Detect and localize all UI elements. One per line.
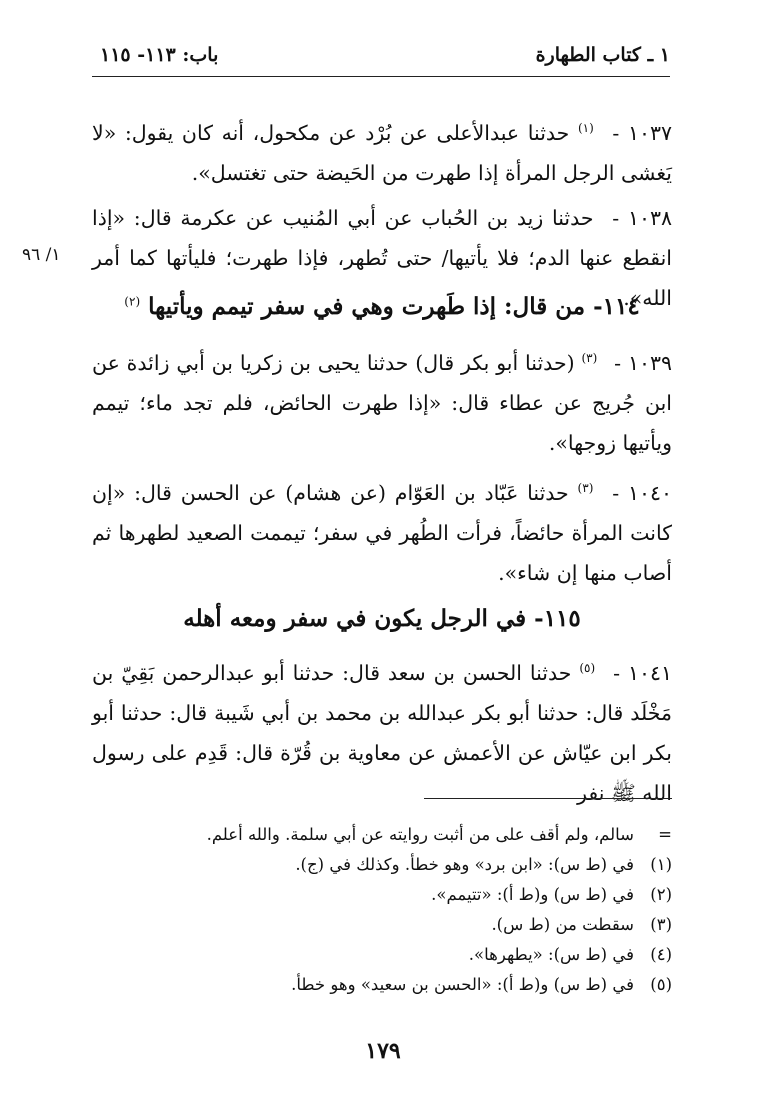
heading-text: ١١٤- من قال: إذا طَهرت وهي في سفر تيمم ويأتيها xyxy=(148,293,640,320)
footnote xyxy=(92,970,672,1000)
heading-text: ١١٥- في الرجل يكون في سفر ومعه أهله xyxy=(183,605,581,632)
paragraph-text: حدثنا زيد بن الحُباب عن أبي المُنيب عن عكرمة قال: «إذا انقطع عنها الدم؛ فلا يأتيها/ حتى تُطهر، فإذا طهرت؛ فليأتها كما أمر الله». xyxy=(92,206,672,310)
paragraph-1040 xyxy=(92,468,672,593)
paragraph-text: حدثنا الحسن بن سعد قال: حدثنا أبو عبدالرحمن بَقِيّ بن مَخْلَد قال: حدثنا أبو بكر عبدالله بن محمد بن أبي شَيبة قال: حدثنا أبو بكر ابن عيّاش عن الأعمش عن معاوية بن قُرّة قال: قَدِم على رسول الله ﷺ نفر xyxy=(92,660,672,805)
running-header xyxy=(92,38,670,77)
paragraph-number: ١٠٤٠ - xyxy=(612,480,672,505)
paragraph-number: ١٠٤١ - xyxy=(613,660,672,685)
footnote-marker: (٢) xyxy=(124,294,141,309)
footnote-text: سقطت من (ط س). xyxy=(491,915,634,934)
section-heading-114 xyxy=(92,293,672,320)
footnote-number: (١) xyxy=(650,855,672,874)
footnote xyxy=(92,910,672,940)
footnote xyxy=(92,820,672,850)
footnote-number: (٤) xyxy=(650,945,672,964)
paragraph-1039 xyxy=(92,338,672,463)
margin-manuscript-reference: ١/ ٩٦ xyxy=(22,245,61,265)
book-title: ١ ـ كتاب الطهارة xyxy=(535,44,670,66)
chapter-range: باب: ١١٣- ١١٥ xyxy=(100,44,219,66)
footnote xyxy=(92,850,672,880)
footnote-number: (٢) xyxy=(650,885,672,904)
paragraph-1037 xyxy=(92,108,672,193)
footnote-separator xyxy=(424,798,672,799)
footnote xyxy=(92,880,672,910)
footnote-text: في (ط س) و(ط أ): «الحسن بن سعيد» وهو خطأ. xyxy=(291,975,634,994)
footnote-number: (٥) xyxy=(650,975,672,994)
paragraph-text: (حدثنا أبو بكر قال) حدثنا يحيى بن زكريا بن أبي زائدة عن ابن جُريج عن عطاء قال: «إذا طهرت الحائض، فلم تجد ماء؛ تيمم ويأتيها زوجها». xyxy=(92,350,672,455)
paragraph-1041 xyxy=(92,648,672,813)
paragraph-text: حدثنا عَبّاد بن العَوّام (عن هشام) عن الحسن قال: «إن كانت المرأة حائضاً، فرأت الطُهر في سفر؛ تيممت الصعيد لطهرها ثم أصاب منها إن شاء». xyxy=(92,480,672,585)
paragraph-number: ١٠٣٧ - xyxy=(612,120,672,145)
footnote-text: في (ط س) و(ط أ): «تتيمم». xyxy=(431,885,634,904)
footnote-marker: (٣) xyxy=(577,481,594,495)
footnote xyxy=(92,940,672,970)
footnote-text: سالم، ولم أقف على من أثبت روايته عن أبي سلمة. والله أعلم. xyxy=(206,825,634,844)
footnote-text: في (ط س): «ابن برد» وهو خطأ. وكذلك في (ج). xyxy=(295,855,634,874)
paragraph-number: ١٠٣٩ - xyxy=(614,350,672,375)
footnotes xyxy=(92,820,672,1000)
footnote-number: = xyxy=(658,825,672,844)
section-heading-115 xyxy=(92,605,672,632)
footnote-number: (٣) xyxy=(650,915,672,934)
footnote-marker: (٣) xyxy=(581,351,598,365)
paragraph-number: ١٠٣٨ - xyxy=(612,206,672,230)
footnote-marker: (١) xyxy=(577,121,594,135)
paragraph-text: حدثنا عبدالأعلى عن بُرْد عن مكحول، أنه كان يقول: «لا يَغشى الرجل المرأة إذا طهرت من الحَيضة حتى تغتسل». xyxy=(92,120,672,185)
page-number: ١٧٩ xyxy=(365,1038,401,1064)
footnote-text: في (ط س): «يطهرها». xyxy=(468,945,634,964)
footnote-marker: (٥) xyxy=(579,661,596,675)
